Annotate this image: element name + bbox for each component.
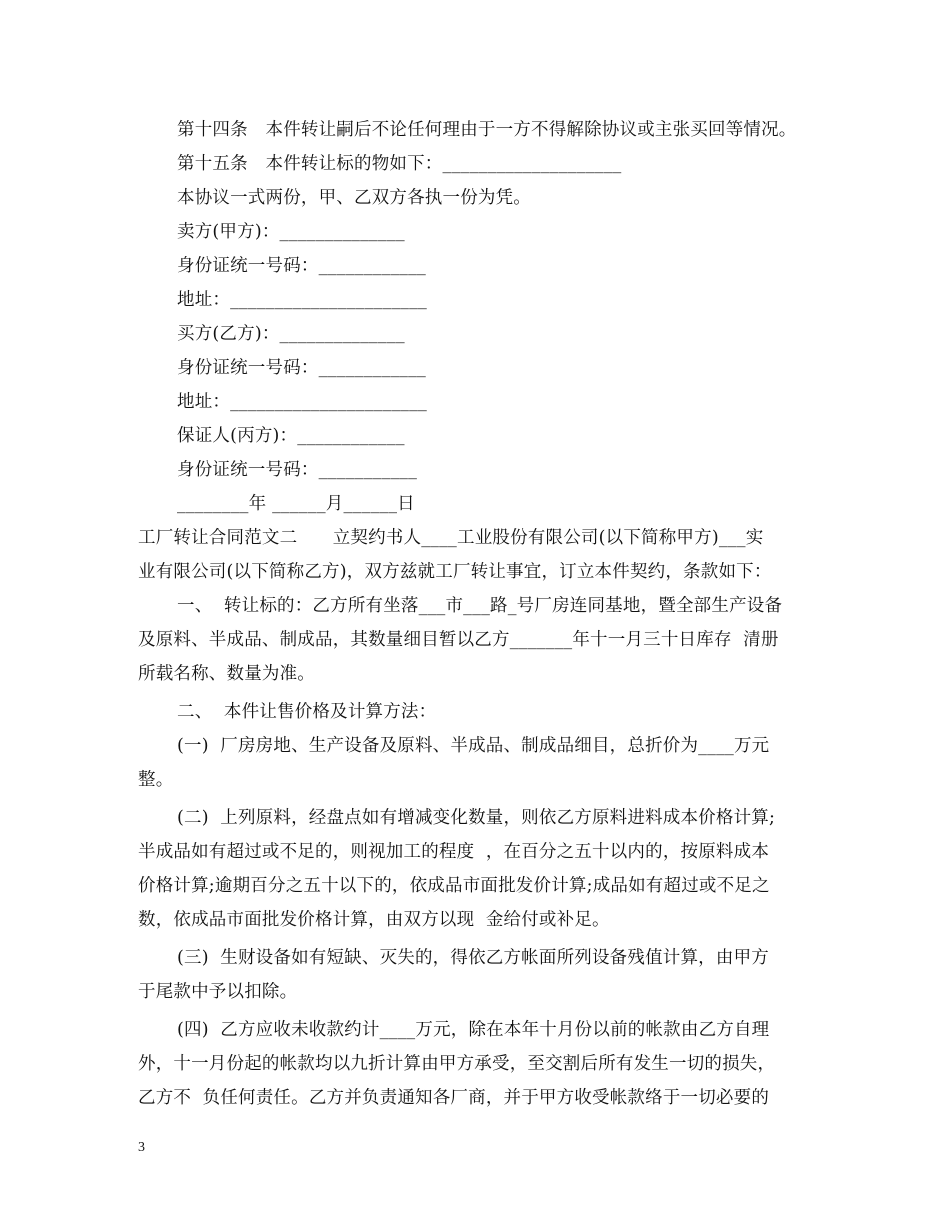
text-line: 本协议一式两份，甲、乙双方各执一份为凭。 [177, 188, 531, 208]
text-line: 身份证统一号码：____________ [177, 358, 426, 378]
text-line: (一) 厂房房地、生产设备及原料、半成品、制成品细目，总折价为____万元 [177, 736, 770, 756]
text-line: 第十四条 本件转让嗣后不论任何理由于一方不得解除协议或主张买回等情况。 [177, 120, 797, 140]
text-line: 地址：______________________ [177, 392, 427, 412]
text-line: 数，依成品市面批发价格计算，由双方以现 金给付或补足。 [138, 910, 610, 930]
date-line: ________年 ______月______日 [177, 494, 415, 514]
text-line: 外，十一月份起的帐款均以九折计算由甲方承受，至交割后所有发生一切的损失， [138, 1054, 776, 1074]
text-line: 一、 转让标的：乙方所有坐落___市___路_号厂房连同基地，暨全部生产设备 [177, 596, 783, 616]
text-line: 工厂转让合同范文二 立契约书人____工业股份有限公司(以下简称甲方)___实 [138, 528, 764, 548]
text-line: 半成品如有超过或不足的，则视加工的程度 ，在百分之五十以内的，按原料成本 [138, 842, 770, 862]
text-line: 整。 [138, 770, 174, 790]
text-line: 所载名称、数量为准。 [138, 664, 315, 684]
text-line: 二、 本件让售价格及计算方法： [177, 702, 437, 722]
text-line: 及原料、半成品、制成品，其数量细目暂以乙方_______年十一月三十日库存 清册 [138, 630, 779, 650]
text-line: (三) 生财设备如有短缺、灭失的，得依乙方帐面所列设备残值计算，由甲方 [177, 948, 769, 968]
text-line: 地址：______________________ [177, 290, 427, 310]
text-line: 身份证统一号码：___________ [177, 460, 418, 480]
text-line: 身份证统一号码：____________ [177, 256, 426, 276]
text-line: 第十五条 本件转让标的物如下：____________________ [177, 154, 622, 174]
text-line: 乙方不 负任何责任。乙方并负责通知各厂商，并于甲方收受帐款络于一切必要的 [138, 1088, 770, 1108]
text-line: 业有限公司(以下简称乙方)，双方兹就工厂转让事宜，订立本件契约，条款如下： [138, 562, 772, 582]
text-line: 价格计算;逾期百分之五十以下的，依成品市面批发价计算;成品如有超过或不足之 [138, 876, 770, 896]
text-line: 于尾款中予以扣除。 [138, 982, 298, 1002]
text-line: (四) 乙方应收未收款约计____万元，除在本年十月份以前的帐款由乙方自理 [177, 1020, 770, 1040]
text-line: (二) 上列原料，经盘点如有增减变化数量，则依乙方原料进料成本价格计算; [177, 808, 776, 828]
text-line: 卖方(甲方)：______________ [177, 222, 405, 242]
page-number: 3 [138, 1140, 145, 1155]
text-line: 买方(乙方)：______________ [177, 324, 405, 344]
text-line: 保证人(丙方)：____________ [177, 426, 405, 446]
